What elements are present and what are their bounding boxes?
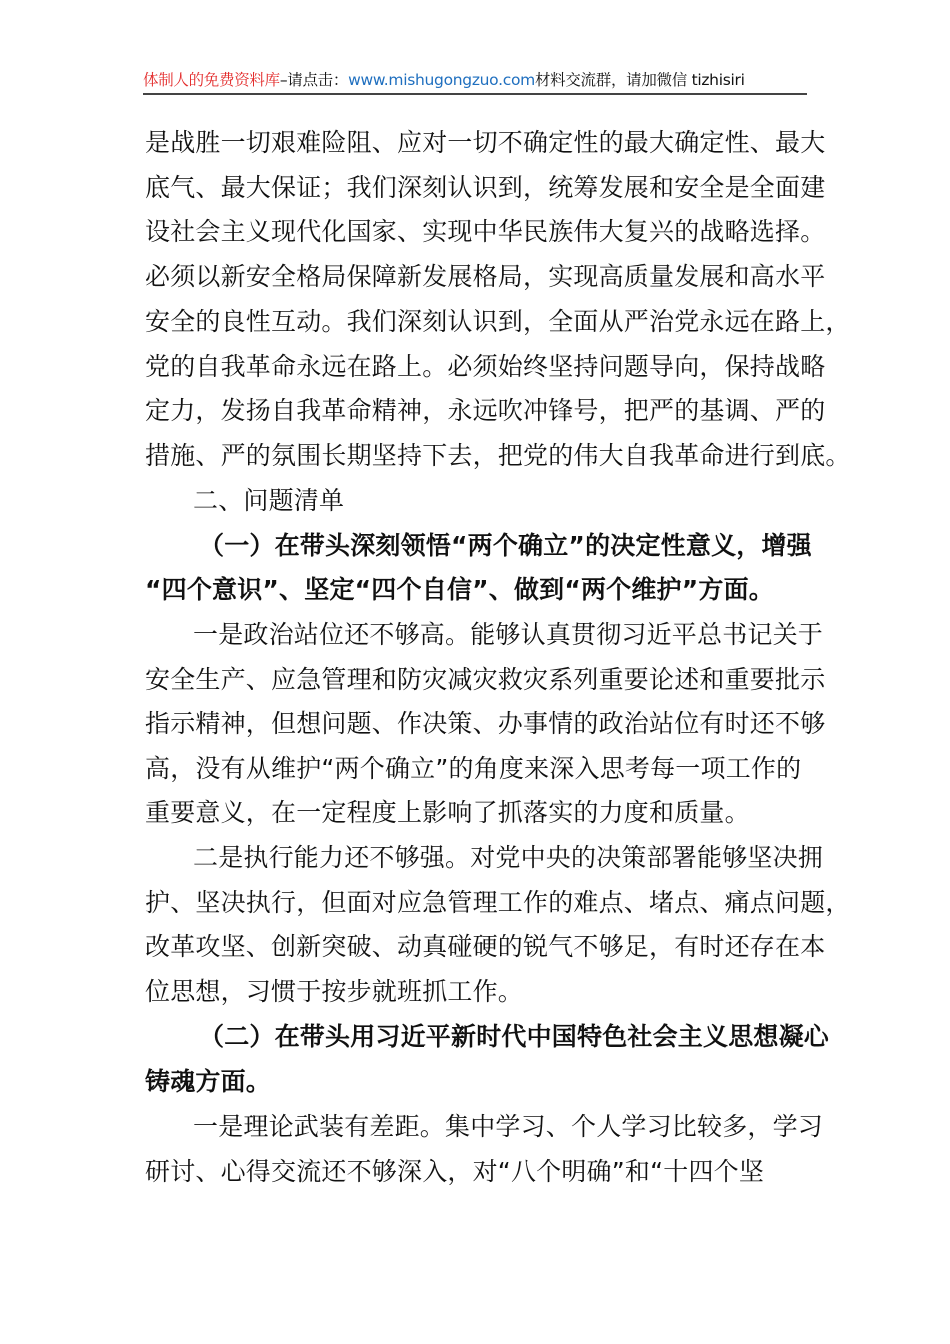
paragraph-line: 安全生产、应急管理和防灾减灾救灾系列重要论述和重要批示 (145, 665, 826, 694)
paragraph-line: 一是政治站位还不够高。能够认真贯彻习近平总书记关于 (193, 620, 824, 649)
header-brand: 体制人的免费资料库 (143, 71, 280, 89)
paragraph-line: 指示精神，但想问题、作决策、办事情的政治站位有时还不够 (145, 709, 826, 738)
paragraph-line: 必须以新安全格局保障新发展格局，实现高质量发展和高水平 (145, 262, 826, 291)
paragraph-line: 设社会主义现代化国家、实现中华民族伟大复兴的战略选择。 (145, 217, 826, 246)
paragraph-line: 研讨、心得交流还不够深入，对“八个明确”和“十四个坚 (145, 1157, 765, 1186)
paragraph-line: 二是执行能力还不够强。对党中央的决策部署能够坚决拥 (193, 843, 824, 872)
paragraph-line: 高，没有从维护“两个确立”的角度来深入思考每一项工作的 (145, 754, 802, 783)
paragraph-line: 重要意义，在一定程度上影响了抓落实的力度和质量。 (145, 798, 750, 827)
paragraph-line: 安全的良性互动。我们深刻认识到，全面从严治党永远在路上， (145, 307, 851, 336)
header-prompt: –请点击： (279, 71, 349, 89)
paragraph-line: 是战胜一切艰难险阻、应对一切不确定性的最大确定性、最大 (145, 128, 826, 157)
page-header (143, 68, 807, 94)
paragraph-line: 定力，发扬自我革命精神，永远吹冲锋号，把严的基调、严的 (145, 396, 826, 425)
section-heading-line: （一）在带头深刻领悟“两个确立”的决定性意义，增强 (199, 531, 812, 560)
paragraph-line: 改革攻坚、创新突破、动真碰硬的锐气不够足，有时还存在本 (145, 932, 826, 961)
header-link[interactable]: www.mishugongzuo.com (348, 71, 535, 89)
header-suffix: 材料交流群，请加微信 tizhisiri (534, 71, 745, 89)
section-heading-line: （二）在带头用习近平新时代中国特色社会主义思想凝心 (199, 1022, 830, 1051)
paragraph-line: 一是理论武装有差距。集中学习、个人学习比较多，学习 (193, 1112, 824, 1141)
paragraph-line: 二、问题清单 (193, 486, 345, 515)
paragraph-line: 党的自我革命永远在路上。必须始终坚持问题导向，保持战略 (145, 352, 826, 381)
section-heading-line: “四个意识”、坚定“四个自信”、做到“两个维护”方面。 (145, 575, 774, 604)
header-divider (143, 93, 807, 95)
paragraph-line: 位思想，习惯于按步就班抓工作。 (145, 977, 524, 1006)
section-heading-line: 铸魂方面。 (145, 1067, 272, 1096)
paragraph-line: 底气、最大保证；我们深刻认识到，统筹发展和安全是全面建 (145, 173, 826, 202)
paragraph-line: 护、坚决执行，但面对应急管理工作的难点、堵点、痛点问题， (145, 888, 851, 917)
paragraph-line: 措施、严的氛围长期坚持下去，把党的伟大自我革命进行到底。 (145, 441, 851, 470)
